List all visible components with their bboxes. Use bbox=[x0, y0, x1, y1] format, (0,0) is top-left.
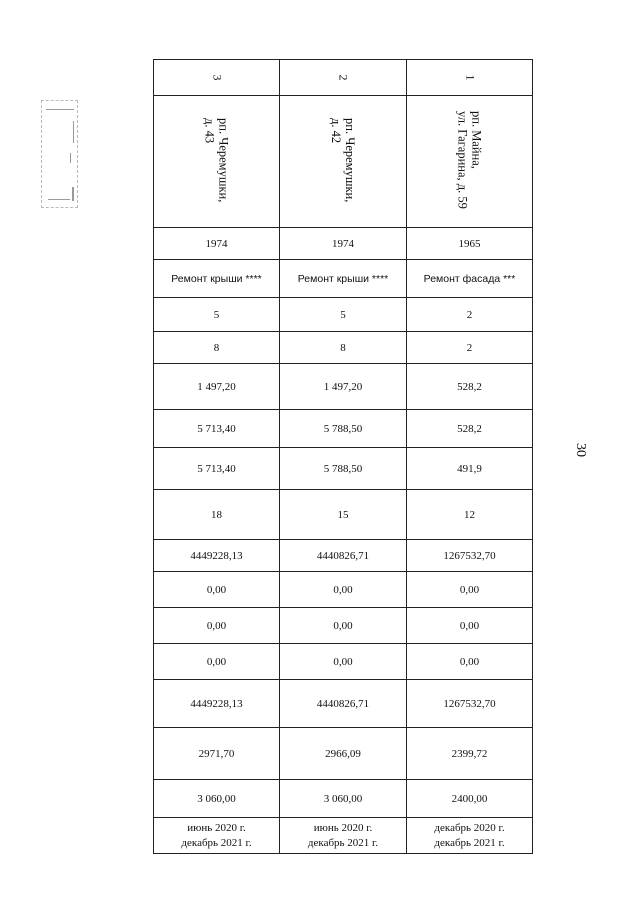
table-row bbox=[154, 490, 533, 540]
table-cell bbox=[407, 540, 533, 572]
table-cell bbox=[280, 540, 407, 572]
table-cell bbox=[280, 228, 407, 260]
table-row bbox=[154, 780, 533, 818]
table-cell-value: 8 bbox=[340, 341, 346, 354]
table-cell-value: 5 713,40 bbox=[197, 422, 236, 435]
column-number: 1 bbox=[463, 74, 477, 81]
table-cell bbox=[280, 298, 407, 332]
table-cell-value: 0,00 bbox=[333, 655, 353, 668]
table-cell-value: 4440826,71 bbox=[316, 697, 370, 710]
table-cell bbox=[407, 410, 533, 448]
table-cell bbox=[280, 572, 407, 608]
table-row bbox=[154, 448, 533, 490]
table-cell bbox=[407, 780, 533, 818]
table-row bbox=[154, 228, 533, 260]
table-cell bbox=[154, 644, 280, 680]
table-cell-value: Ремонт крыши **** bbox=[297, 272, 389, 285]
table-cell bbox=[407, 728, 533, 780]
table-cell-value: 2 bbox=[466, 341, 473, 354]
table-cell-value: Ремонт фасада *** bbox=[423, 272, 516, 285]
table-cell bbox=[280, 780, 407, 818]
table-cell bbox=[407, 96, 533, 228]
table-cell bbox=[154, 448, 280, 490]
address: рп. Черемушки, д. 43 bbox=[202, 117, 231, 203]
table-cell-value: 1267532,70 bbox=[443, 549, 496, 562]
table-cell bbox=[280, 260, 407, 298]
table-cell bbox=[280, 96, 407, 228]
table-cell-value: 528,2 bbox=[457, 422, 482, 435]
table-cell-value: 5 713,40 bbox=[197, 462, 236, 475]
table-row bbox=[154, 818, 533, 854]
table-cell bbox=[154, 540, 280, 572]
table-cell bbox=[280, 680, 407, 728]
faded-stamp bbox=[41, 100, 78, 208]
table-row bbox=[154, 540, 533, 572]
table-cell bbox=[280, 410, 407, 448]
table-cell bbox=[154, 60, 280, 96]
table-cell-value: 4449228,13 bbox=[190, 697, 243, 710]
table-cell bbox=[154, 96, 280, 228]
table-row bbox=[154, 298, 533, 332]
table-cell-value: июнь 2020 г. декабрь 2021 г. bbox=[307, 821, 379, 849]
table-cell-value: 491,9 bbox=[457, 462, 482, 475]
table-cell bbox=[407, 644, 533, 680]
table-cell bbox=[280, 608, 407, 644]
table-cell bbox=[280, 332, 407, 364]
table-cell bbox=[407, 60, 533, 96]
table-cell bbox=[154, 228, 280, 260]
table-cell bbox=[154, 818, 280, 854]
table-row bbox=[154, 60, 533, 96]
table-cell bbox=[280, 490, 407, 540]
table-row bbox=[154, 572, 533, 608]
table-cell bbox=[154, 490, 280, 540]
table-cell-value: 0,00 bbox=[206, 655, 227, 668]
table-cell bbox=[407, 228, 533, 260]
table-cell bbox=[407, 608, 533, 644]
table-cell bbox=[407, 818, 533, 854]
table-cell bbox=[407, 260, 533, 298]
address: рп. Черемушки, д. 42 bbox=[329, 117, 357, 203]
table-cell-value: 2399,72 bbox=[451, 747, 488, 760]
table-cell bbox=[154, 364, 280, 410]
table-cell-value: 528,2 bbox=[457, 380, 482, 393]
table-cell bbox=[154, 298, 280, 332]
table-cell-value: 3 060,00 bbox=[323, 792, 363, 805]
table-cell bbox=[280, 448, 407, 490]
table-cell-value: 1 497,20 bbox=[323, 380, 363, 393]
table-cell-value: 1965 bbox=[458, 237, 481, 250]
table-cell bbox=[154, 608, 280, 644]
table-cell-value: 1974 bbox=[332, 237, 354, 250]
table-cell-value: 2966,09 bbox=[325, 747, 361, 760]
table-row bbox=[154, 608, 533, 644]
table-cell-value: 4440826,71 bbox=[316, 549, 370, 562]
table-cell-value: 5 bbox=[213, 308, 220, 321]
table-cell bbox=[154, 728, 280, 780]
page-number: 30 bbox=[573, 443, 588, 457]
table-cell-value: 1267532,70 bbox=[443, 697, 496, 710]
column-number: 3 bbox=[210, 74, 224, 81]
table-cell-value: 2971,70 bbox=[198, 747, 235, 760]
table-cell bbox=[154, 332, 280, 364]
table-cell bbox=[407, 332, 533, 364]
address: рп. Майна, ул. Гагарина, д. 59 bbox=[455, 111, 484, 209]
table-cell-value: 2400,00 bbox=[451, 792, 488, 805]
table-row bbox=[154, 332, 533, 364]
table-cell bbox=[407, 448, 533, 490]
table-row bbox=[154, 364, 533, 410]
table-cell-value: 12 bbox=[464, 508, 475, 521]
table-cell-value: 0,00 bbox=[206, 619, 227, 632]
data-table bbox=[153, 59, 533, 854]
table-cell-value: июнь 2020 г. декабрь 2021 г. bbox=[181, 821, 252, 849]
table-cell bbox=[154, 572, 280, 608]
table-cell-value: Ремонт крыши **** bbox=[171, 272, 262, 285]
table-cell-value: 3 060,00 bbox=[197, 792, 236, 805]
table-cell-value: 0,00 bbox=[333, 619, 353, 632]
table-cell-value: 0,00 bbox=[206, 583, 227, 596]
table-cell bbox=[280, 60, 407, 96]
table-cell bbox=[280, 644, 407, 680]
table-cell bbox=[280, 364, 407, 410]
table-cell-value: 15 bbox=[337, 508, 349, 521]
table-cell-value: 5 788,50 bbox=[323, 462, 363, 475]
table-cell bbox=[407, 490, 533, 540]
column-number: 2 bbox=[336, 74, 351, 81]
table-cell-value: 0,00 bbox=[459, 583, 480, 596]
table-cell-value: 2 bbox=[466, 308, 473, 321]
table-row bbox=[154, 410, 533, 448]
table-row bbox=[154, 644, 533, 680]
table-cell-value: 18 bbox=[211, 508, 222, 521]
table-cell bbox=[407, 298, 533, 332]
table-cell bbox=[280, 728, 407, 780]
table-row bbox=[154, 680, 533, 728]
table-cell bbox=[407, 364, 533, 410]
table-cell-value: 0,00 bbox=[459, 655, 480, 668]
table-cell-value: 5 788,50 bbox=[323, 422, 363, 435]
table-row bbox=[154, 728, 533, 780]
table-cell-value: 4449228,13 bbox=[190, 549, 243, 562]
table-row bbox=[154, 260, 533, 298]
table-cell-value: 5 bbox=[340, 308, 346, 321]
table-cell-value: 8 bbox=[213, 341, 220, 354]
table-cell-value: 1 497,20 bbox=[197, 380, 236, 393]
table-cell-value: 0,00 bbox=[333, 583, 353, 596]
table-row bbox=[154, 96, 533, 228]
table-cell-value: 1974 bbox=[205, 237, 228, 250]
table-cell-value: 0,00 bbox=[459, 619, 480, 632]
table-cell bbox=[154, 410, 280, 448]
table-cell bbox=[407, 680, 533, 728]
table-cell-value: декабрь 2020 г. декабрь 2021 г. bbox=[434, 821, 505, 849]
table-cell bbox=[154, 680, 280, 728]
table-cell bbox=[154, 260, 280, 298]
table-cell bbox=[154, 780, 280, 818]
table-cell bbox=[407, 572, 533, 608]
table-cell bbox=[280, 818, 407, 854]
